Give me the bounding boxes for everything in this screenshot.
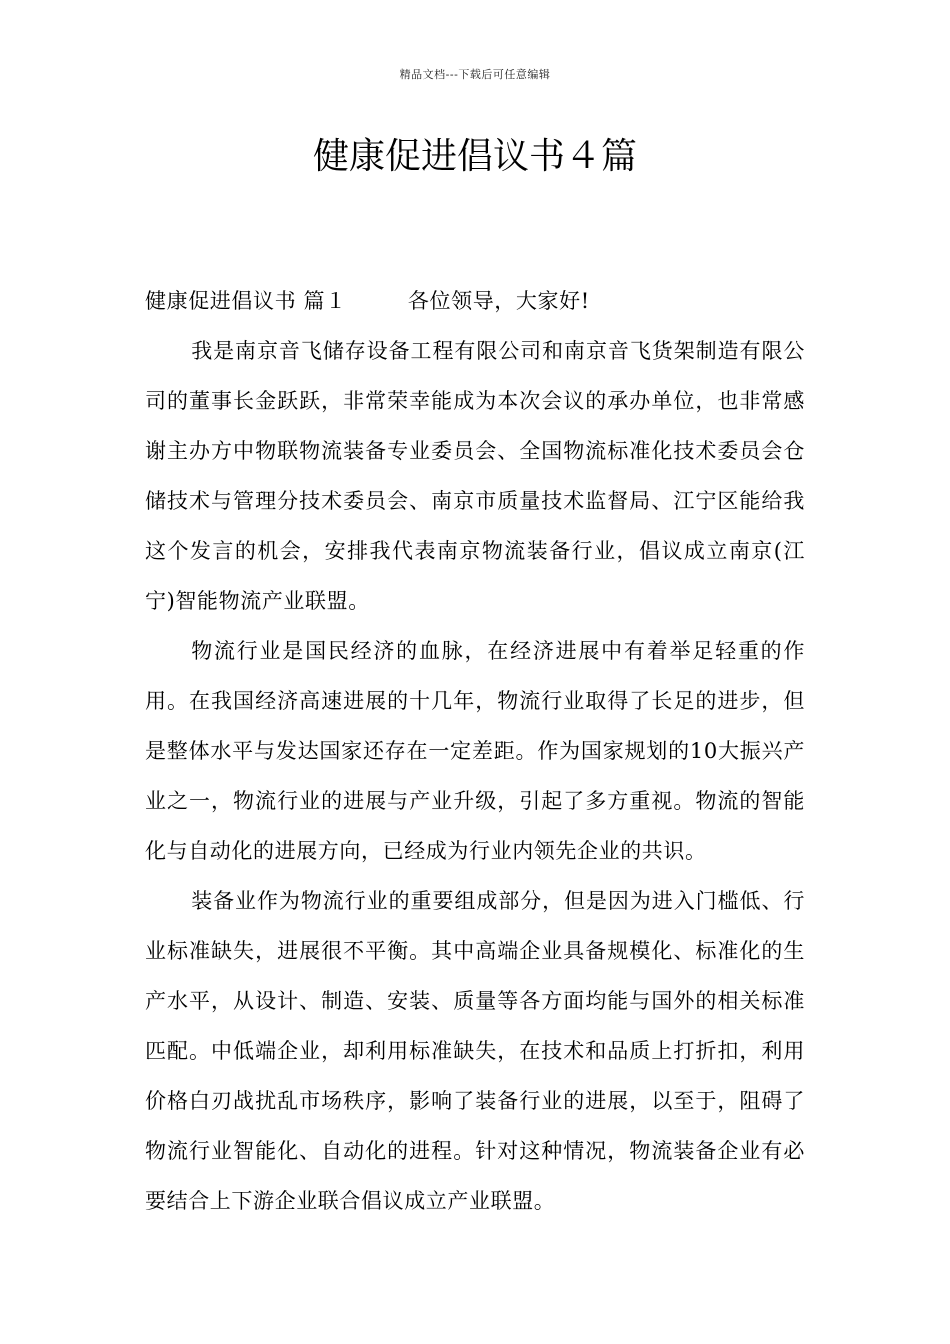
document-title: 健康促进倡议书４篇 bbox=[312, 136, 637, 177]
section-heading: 健康促进倡议书 篇１ bbox=[145, 289, 347, 313]
paragraph-1: 我是南京音飞储存设备工程有限公司和南京音飞货架制造有限公司的董事长金跃跃，非常荣幸能成为本次会议的承办单位，也非常感谢主办方中物联物流装备专业委员会、全国物流标准化技术委员会仓储技术与管理分技术委员会、南京市质量技术监督局、江宁区能给我这个发言的机会，安排我代表南京物流装备行业，倡议成立南京(江宁)智能物流产业联盟。 bbox=[145, 339, 805, 613]
header-note: 精品文档---下载后可任意编辑 bbox=[399, 68, 551, 81]
opening-line bbox=[145, 276, 805, 326]
paragraph-2: 物流行业是国民经济的血脉，在经济进展中有着举足轻重的作用。在我国经济高速进展的十几年，物流行业取得了长足的进步，但是整体水平与发达国家还存在一定差距。作为国家规划的10大振兴产业之一，物流行业的进展与产业升级，引起了多方重视。物流的智能化与自动化的进展方向，已经成为行业内领先企业的共识。 bbox=[145, 639, 805, 863]
paragraph-3: 装备业作为物流行业的重要组成部分，但是因为进入门槛低、行业标准缺失，进展很不平衡。其中高端企业具备规模化、标准化的生产水平，从设计、制造、安装、质量等各方面均能与国外的相关标准匹配。中低端企业，却利用标准缺失，在技术和品质上打折扣，利用价格白刃战扰乱市场秩序，影响了装备行业的进展，以至于，阻碍了物流行业智能化、自动化的进程。针对这种情况，物流装备企业有必要结合上下游企业联合倡议成立产业联盟。 bbox=[145, 889, 805, 1213]
document-body bbox=[145, 276, 805, 1226]
greeting: 各位领导，大家好! bbox=[407, 289, 590, 313]
